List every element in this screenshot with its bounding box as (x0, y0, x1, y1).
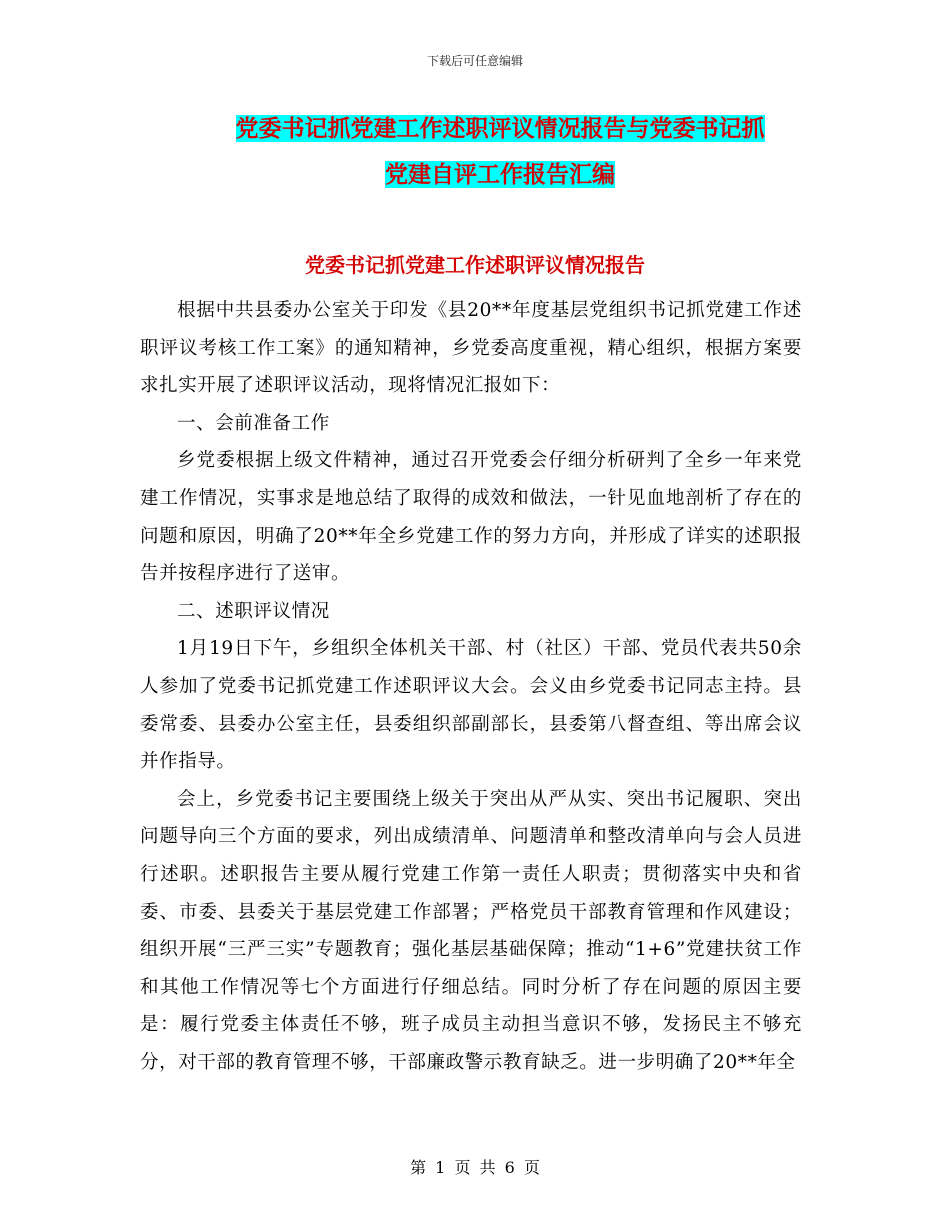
document-title-line1: 党委书记抓党建工作述职评议情况报告与党委书记抓 (235, 115, 765, 142)
header-note: 下载后可任意编辑 (426, 54, 523, 68)
paragraph: 根据中共县委办公室关于印发《县20**年度基层党组织书记抓党建工作述职评议考核工作工案》的通知精神，乡党委高度重视，精心组织，根据方案要求扎实开展了述职评议活动，现将情况汇报如下： (140, 300, 802, 397)
document-body (140, 292, 802, 1081)
section-title: 党委书记抓党建工作述职评议情况报告 (305, 253, 645, 277)
page-number: 第 1 页 共 6 页 (410, 1158, 540, 1177)
paragraph: 会上，乡党委书记主要围绕上级关于突出从严从实、突出书记履职、突出问题导向三个方面的要求，列出成绩清单、问题清单和整改清单向与会人员进行述职。述职报告主要从履行党建工作第一责任人职责；贯彻落实中央和省委、市委、县委关于基层党建工作部署；严格党员干部教育管理和作风建设；组织开展“三严三实”专题教育；强化基层基础保障；推动“1+6”党建扶贫工作和其他工作情况等七个方面进行仔细总结。同时分析了存在问题的原因主要是：履行党委主体责任不够，班子成员主动担当意识不够，发扬民主不够充分，对干部的教育管理不够，干部廉政警示教育缺乏。进一步明确了20**年全 (140, 788, 802, 1073)
subheading: 二、述职评议情况 (177, 600, 330, 622)
subheading: 一、会前准备工作 (177, 412, 330, 434)
paragraph: 1月19日下午，乡组织全体机关干部、村（社区）干部、党员代表共50余人参加了党委书记抓党建工作述职评议大会。会义由乡党委书记同志主持。县委常委、县委办公室主任，县委组织部副部长，县委第八督查组、等出席会议并作指导。 (140, 638, 802, 773)
document-title-line2: 党建自评工作报告汇编 (385, 161, 615, 188)
paragraph: 乡党委根据上级文件精神，通过召开党委会仔细分析研判了全乡一年来党建工作情况，实事求是地总结了取得的成效和做法，一针见血地剖析了存在的问题和原因，明确了20**年全乡党建工作的努力方向，并形成了详实的述职报告并按程序进行了送审。 (140, 450, 802, 585)
document-title (190, 106, 810, 198)
